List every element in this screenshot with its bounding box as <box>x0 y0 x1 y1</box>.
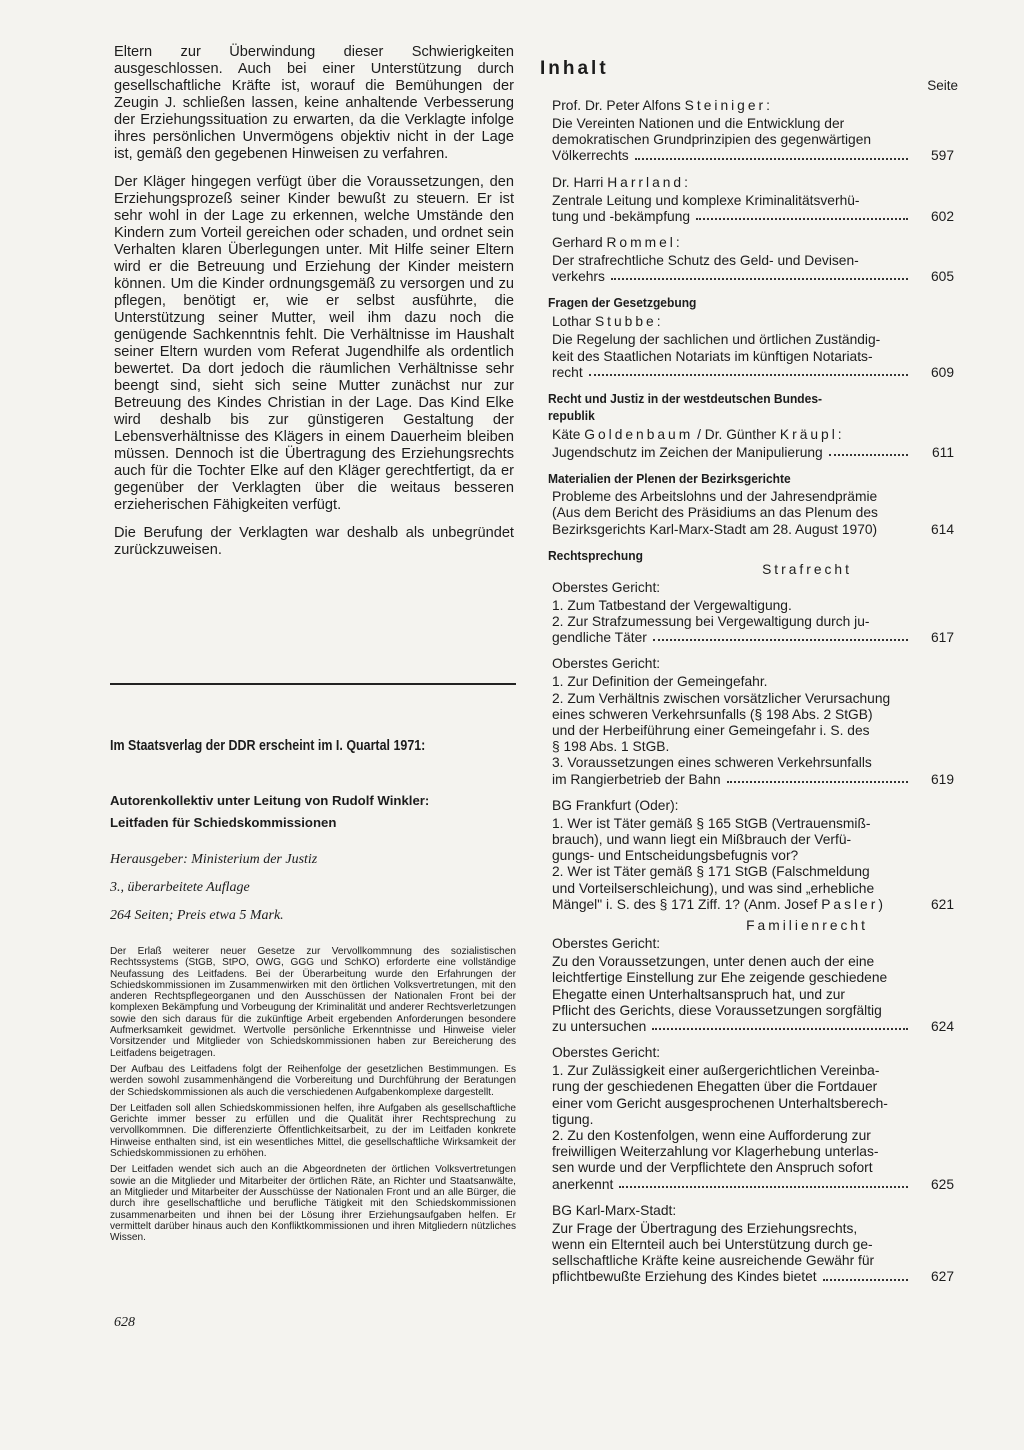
toc-section-heading: Fragen der Gesetzgebung <box>548 295 697 311</box>
toc-item: § 198 Abs. 1 StGB. <box>552 739 670 755</box>
toc-entry[interactable] <box>540 935 954 1035</box>
toc-title-line: Ehegatte einen Unterhaltsanspruch hat, und zur <box>552 986 845 1002</box>
toc-entry[interactable] <box>540 655 954 787</box>
toc-title-line: Zu den Voraussetzungen, unter denen auch der eine <box>552 954 875 970</box>
toc-item: 2. Zur Strafzumessung bei Vergewaltigung durch ju- <box>552 614 870 630</box>
book-title <box>110 790 516 834</box>
toc-title-line: Der strafrechtliche Schutz des Geld- und Devisen- <box>552 253 859 269</box>
toc-author: Lothar Stubbe: <box>552 314 661 330</box>
toc-section-heading: Materialien der Plenen der Bezirksgerichte <box>548 471 791 487</box>
toc-item: 3. Voraussetzungen eines schweren Verkehrsunfalls <box>552 755 872 771</box>
toc-section-heading: Rechtsprechung <box>548 547 643 563</box>
toc-title-line: verkehrs 605 <box>552 269 954 285</box>
toc-entry[interactable] <box>540 579 954 647</box>
toc-title-line: Bezirksgerichts Karl-Marx-Stadt am 28. August 1970) 614 <box>552 521 954 537</box>
toc-entry[interactable] <box>540 426 954 461</box>
toc-title-line: Probleme des Arbeitslohns und der Jahresendprämie <box>552 489 878 505</box>
book-announcement <box>110 738 516 1248</box>
toc-item: tigung. <box>552 1111 594 1127</box>
book-editor: Herausgeber: Ministerium der Justiz <box>110 852 318 867</box>
toc-page-header: Seite <box>927 78 958 93</box>
page-number: 628 <box>114 1315 135 1330</box>
toc-item: einer vom Gericht ausgesprochenen Unterhaltsberech- <box>552 1095 888 1111</box>
toc-section-heading: Recht und Justiz in der westdeutschen Bundes- republik <box>548 391 823 424</box>
toc-page-number: 627 <box>930 1269 954 1285</box>
toc-title-line: keit des Staatlichen Notariats im künftigen Notariats- <box>552 348 873 364</box>
toc-entry[interactable] <box>540 1044 954 1193</box>
announcement-paragraph-2: Der Aufbau des Leitfadens folgt der Reihenfolge der gesetzlichen Bestimmungen. Es werden sowohl zusammenhängend die Vorbereitung und Durchführung der Beratungen der Schiedskommissionen als auch die verschiedenen Aufgabenkomplexe dargestellt. <box>110 1063 516 1098</box>
toc-author: Gerhard Rommel: <box>552 235 680 251</box>
announcement-paragraph-1: Der Erlaß weiterer neuer Gesetze zur Vervollkommnung des sozialistischen Rechtssystems (StGB, StPO, OWG, GGG und SchKO) erforderte eine vollständige Neufassung des Leitfadens. Bei der Überarbeitung wurde den Erfahrungen der Schiedskommissionen im Zusammenwirken mit den örtlichen Volksvertretungen, mit den anderen Rechtspflegeorganen und den Ausschüssen der Nationalen Front bei der komplexen Bekämpfung und Vorbeugung der Kriminalität und anderer Rechtsverletzungen sowie den sich daraus für die zukünftige Arbeit ergebenden Anforderungen besondere Aufmerksamkeit gewidmet. Wertvolle persönliche Erkenntnisse und Hinweise vieler Vorsitzender und Mitglieder von Schiedskommissionen haben zur Bereicherung des Leitfadens beigetragen. <box>110 946 516 1059</box>
toc-item: 1. Wer ist Täter gemäß § 165 StGB (Vertrauensmiß- <box>552 815 871 831</box>
book-title-line-2: Leitfaden für Schiedskommissionen <box>110 815 337 830</box>
toc-item: 1. Zum Tatbestand der Vergewaltigung. <box>552 597 792 613</box>
toc-item: und der Herbeiführung einer Gemeingefahr i. S. des <box>552 723 870 739</box>
toc-author: Dr. Harri Harrland: <box>552 174 688 190</box>
body-paragraph-2: Der Kläger hingegen verfügt über die Voraussetzungen, den Erziehungsprozeß seiner Kinder bewußt zu steuern. Er ist sehr wohl in der Lage zu erkennen, welche Umstände den Kindern zum Vorteil gereichen oder schaden, und ordnet sein Verhalten klaren Überlegungen unter. Mit Hilfe seiner Eltern wird er die Betreuung und Erziehung der Kinder meistern können. Um die Kinder ordnungsgemäß zu versorgen und zu pflegen, benötigt er, wie er selbst ausführte, die Unterstützung seiner Mutter, weil ihm dazu noch die genügende Sachkenntnis fehlt. Die Verhältnisse im Haushalt seiner Eltern wurden vom Referat Jugendhilfe als ordentlich bewertet. Da dort jedoch die räumlichen Verhältnisse sehr beengt sind, sieht sich seine Mutter zunächst nur zur Betreuung des Kindes Christian in der Lage. Das Kind Elke wird deshalb bis zur günstigeren Gestaltung der Lebensverhältnisse des Klägers in einem Dauerheim bleiben müssen. Dennoch ist die Übertragung des Erziehungsrechts auch für die Tochter Elke auf den Kläger gerechtfertigt, da er gegenüber der Verklagten über die weitaus besseren erzieherischen Fähigkeiten verfügt. <box>114 174 514 513</box>
toc-court: BG Frankfurt (Oder): <box>552 797 679 813</box>
toc-page-number: 624 <box>930 1018 954 1034</box>
toc-title-line: Die Regelung der sachlichen und örtlichen Zuständig- <box>552 332 881 348</box>
toc-item: Mängel" i. S. des § 171 Ziff. 1? (Anm. Josef Pasler) 621 <box>552 896 954 912</box>
toc-item: freiwilligen Weiterzahlung vor Klagerhebung unterlas- <box>552 1144 879 1160</box>
body-paragraph-3: Die Berufung der Verklagten war deshalb als unbegründet zurückzuweisen. <box>114 525 514 558</box>
toc-title-line: (Aus dem Bericht des Präsidiums an das Plenum des <box>552 505 878 521</box>
toc-title-line: recht 609 <box>552 364 954 380</box>
toc-item: im Rangierbetrieb der Bahn 619 <box>552 771 954 787</box>
toc-entry[interactable] <box>540 489 954 538</box>
book-edition: 3., überarbeitete Auflage <box>110 880 250 895</box>
toc-item: und Vorteilserschleichung), und was sind „erhebliche <box>552 880 875 896</box>
toc-item: 1. Zur Definition der Gemeingefahr. <box>552 674 768 690</box>
toc-item: 1. Zur Zulässigkeit einer außergerichtlichen Vereinba- <box>552 1063 880 1079</box>
toc-page-number: 621 <box>930 896 954 912</box>
toc-title-line: leichtfertige Einstellung zur Ehe zeigende geschiedene <box>552 970 888 986</box>
toc-page-number: 611 <box>932 445 954 461</box>
toc-court: Oberstes Gericht: <box>552 1045 661 1061</box>
toc-title-line: wenn ein Elternteil auch bei Unterstützung durch ge- <box>552 1236 873 1252</box>
toc-page-number: 609 <box>930 364 954 380</box>
toc-entry[interactable] <box>540 797 954 913</box>
toc-page-number: 617 <box>930 630 954 646</box>
toc-page-number: 605 <box>930 269 954 285</box>
table-of-contents <box>540 58 958 1295</box>
toc-item: 2. Zu den Kostenfolgen, wenn eine Aufforderung zur <box>552 1127 871 1143</box>
announcement-paragraph-3: Der Leitfaden soll allen Schiedskommissionen helfen, ihre Aufgaben als gesellschaftliche Gerichte immer besser zu erfüllen und die Qualität ihrer Rechtsprechung zu vervollkommnen. Die differenzierte Öffentlichkeitsarbeit, zu der im Leitfaden konkrete Hinweise enthalten sind, ist ein wesentliches Mittel, die gesellschaftliche Wirksamkeit der Schiedskommissionen zu erhöhen. <box>110 1102 516 1160</box>
toc-page-number: 625 <box>930 1176 954 1192</box>
toc-entry[interactable] <box>540 313 954 381</box>
toc-entry[interactable] <box>540 97 954 165</box>
toc-title-line: pflichtbewußte Erziehung des Kindes bietet 627 <box>552 1269 954 1285</box>
toc-page-number: 614 <box>930 521 954 537</box>
body-paragraph-1: Eltern zur Überwindung dieser Schwierigkeiten ausgeschlossen. Auch bei einer Unterstützung durch gesellschaftliche Kräfte ist, worauf die Bemühungen der Zeugin J. schließen lassen, keine anhaltende Verbesserung der Erziehungssituation zu erwarten, da die Verklagte infolge ihres persönlichen Unvermögens objektiv nicht in der Lage ist, gemäß den gegebenen Hinweisen zu verfahren. <box>114 44 514 162</box>
toc-court: BG Karl-Marx-Stadt: <box>552 1202 677 1218</box>
toc-court: Oberstes Gericht: <box>552 936 661 952</box>
toc-item: rung der geschiedenen Ehegatten über die Fortdauer <box>552 1079 878 1095</box>
toc-item: brauch), und wann liegt ein Mißbrauch der Verfü- <box>552 832 852 848</box>
toc-subsection-heading: Strafrecht <box>762 561 852 577</box>
toc-item: gendliche Täter 617 <box>552 630 954 646</box>
toc-item: 2. Wer ist Täter gemäß § 171 StGB (Falschmeldung <box>552 864 870 880</box>
toc-entry[interactable] <box>540 174 954 225</box>
toc-item: 2. Zum Verhältnis zwischen vorsätzlicher Verursachung <box>552 690 891 706</box>
toc-entry[interactable] <box>540 1202 954 1286</box>
toc-item: gungs- und Entscheidungsbefugnis vor? <box>552 848 799 864</box>
toc-title-line: Zentrale Leitung und komplexe Kriminalitätsverhü- <box>552 192 860 208</box>
toc-item: eines schweren Verkehrsunfalls (§ 198 Abs. 2 StGB) <box>552 706 873 722</box>
book-pages-price: 264 Seiten; Preis etwa 5 Mark. <box>110 908 284 923</box>
toc-author: Prof. Dr. Peter Alfons Steiniger: <box>552 98 770 113</box>
toc-title-line: tung und -bekämpfung 602 <box>552 208 954 224</box>
announcement-paragraph-4: Der Leitfaden wendet sich auch an die Abgeordneten der örtlichen Volksvertretungen sowie an die Mitglieder und Mitarbeiter der örtlichen Räte, an Richter und Staatsanwälte, an Mitglieder und Mitarbeiter der Ausschüsse der Nationalen Front und an alle Bürger, die durch ihre gesellschaftliche und berufliche Tätigkeit mit den Schiedskommissionen zusammenarbeiten und ihnen bei der Lösung ihrer Erziehungsaufgaben helfen. Er vermittelt darüber hinaus auch den Konfliktkommissionen und ihren Mitgliedern nützliches Wissen. <box>110 1164 516 1244</box>
toc-title: Inhalt <box>540 58 609 79</box>
toc-subsection-heading: Familienrecht <box>746 918 868 934</box>
toc-title-line: Jugendschutz im Zeichen der Manipulierung 611 <box>552 445 954 461</box>
toc-page-number: 602 <box>930 208 954 224</box>
toc-title-line: Die Vereinten Nationen und die Entwicklung der <box>552 116 845 131</box>
toc-page-number: 619 <box>930 771 954 787</box>
toc-title-line: demokratischen Grundprinzipien des gegenwärtigen <box>552 132 872 148</box>
toc-title-line: Pflicht des Gerichts, diese Voraussetzungen sorgfältig <box>552 1002 882 1018</box>
left-column <box>114 44 514 570</box>
book-title-line-1: Autorenkollektiv unter Leitung von Rudolf Winkler: <box>110 793 430 808</box>
toc-title-line: zu untersuchen 624 <box>552 1018 954 1034</box>
toc-title-line: Zur Frage der Übertragung des Erziehungsrechts, <box>552 1220 858 1236</box>
section-divider <box>110 683 516 685</box>
toc-entry[interactable] <box>540 234 954 285</box>
toc-title-line: Völkerrechts 597 <box>552 148 954 164</box>
toc-page-number: 597 <box>930 148 954 164</box>
announcement-headline: Im Staatsverlag der DDR erscheint im I. Quartal 1971: <box>110 738 426 754</box>
toc-court: Oberstes Gericht: <box>552 579 661 595</box>
toc-title-line: sellschaftliche Kräfte keine ausreichende Gewähr für <box>552 1253 875 1269</box>
toc-court: Oberstes Gericht: <box>552 656 661 672</box>
toc-item: sen wurde und der Verpflichtete den Anspruch sofort <box>552 1160 873 1176</box>
toc-item: anerkennt 625 <box>552 1176 954 1192</box>
toc-author: Käte Goldenbaum / Dr. Günther Kräupl: <box>552 427 842 443</box>
